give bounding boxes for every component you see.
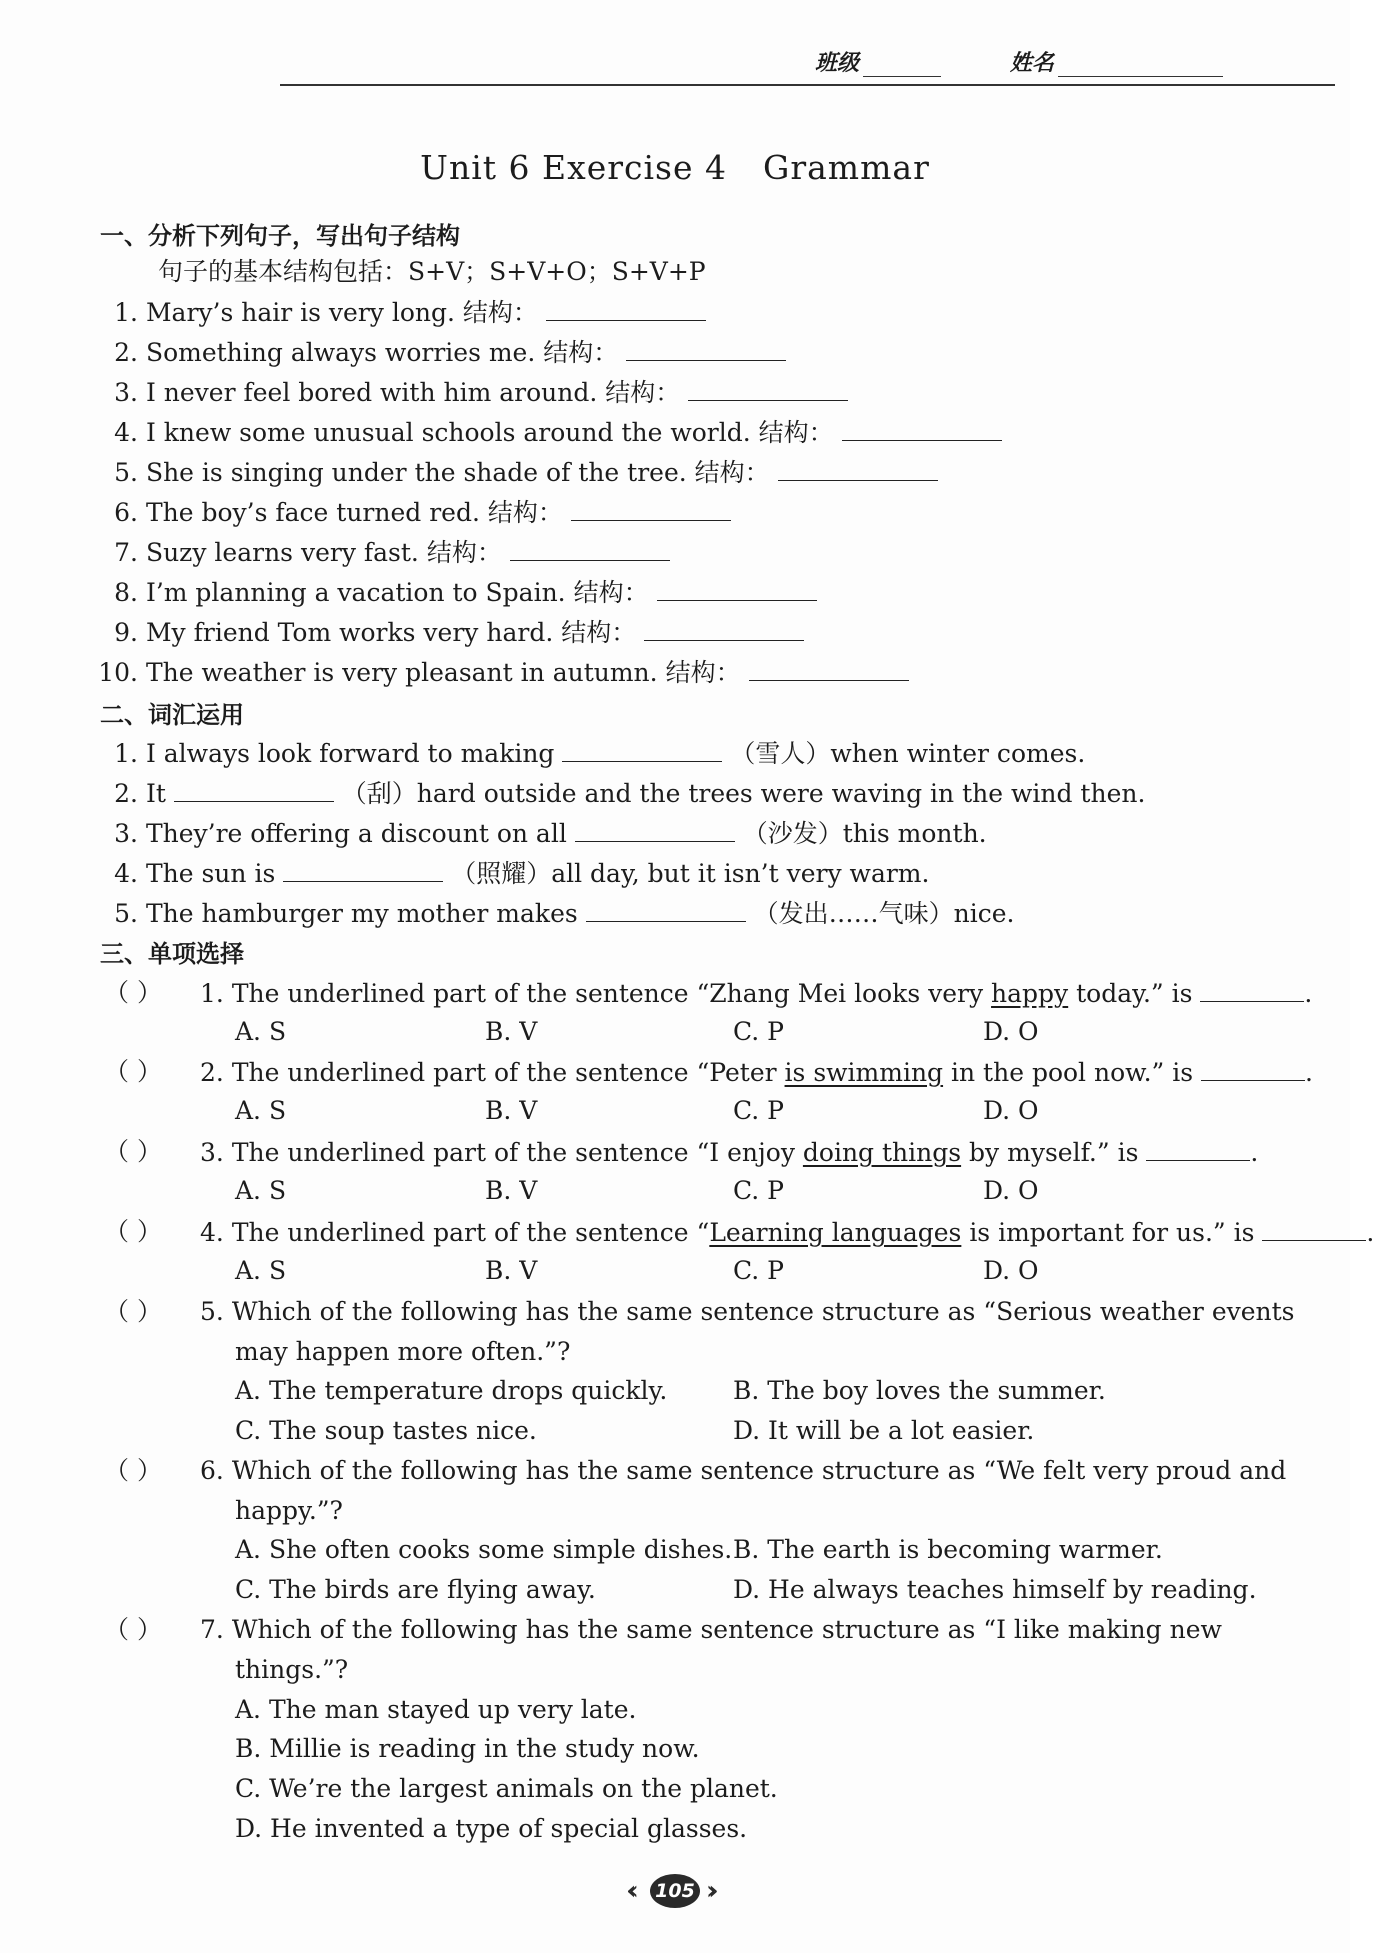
q5-stem-cont: may happen more often.”?	[235, 1337, 571, 1366]
q3-option-a[interactable]: A. S	[235, 1176, 287, 1205]
q1-option-b[interactable]: B. V	[485, 1017, 538, 1046]
s1-item-4: 4. I knew some unusual schools around the world. 结构：	[110, 416, 1002, 449]
double-chevron-left-icon: ‹‹	[626, 1876, 631, 1906]
s1-item-1: 1. Mary’s hair is very long. 结构：	[110, 296, 706, 329]
q4-option-c[interactable]: C. P	[733, 1256, 784, 1285]
q5-option-b[interactable]: B. The boy loves the summer.	[733, 1376, 1106, 1405]
section3-heading: 三、单项选择	[100, 940, 244, 968]
q7-stem-cont: things.”?	[235, 1655, 349, 1684]
page-number-badge	[620, 1870, 730, 1914]
q5-option-d[interactable]: D. It will be a lot easier.	[733, 1416, 1035, 1445]
q5-stem: 5. Which of the following has the same sentence structure as “Serious weather events	[200, 1297, 1295, 1326]
title-unit: Unit 6 Exercise 4	[420, 148, 727, 187]
q3-answer-paren[interactable]: （ ）	[104, 1137, 162, 1166]
q7-option-b[interactable]: B. Millie is reading in the study now.	[235, 1734, 700, 1763]
q5-option-c[interactable]: C. The soup tastes nice.	[235, 1416, 537, 1445]
class-field	[815, 46, 941, 77]
q4-option-a[interactable]: A. S	[235, 1256, 287, 1285]
s2-answer-1[interactable]	[562, 737, 722, 762]
q1-option-a[interactable]: A. S	[235, 1017, 287, 1046]
s1-answer-10[interactable]	[749, 656, 909, 681]
s1-item-2: 2. Something always worries me. 结构：	[110, 336, 786, 369]
q3-underlined: doing things	[802, 1138, 962, 1167]
q7-stem: 7. Which of the following has the same sentence structure as “I like making new	[200, 1615, 1222, 1644]
header-rule	[280, 84, 1335, 86]
q2-answer-paren[interactable]: （ ）	[104, 1057, 162, 1086]
page-number: 105	[655, 1880, 695, 1902]
s1-item-8: 8. I’m planning a vacation to Spain. 结构：	[110, 576, 817, 609]
section1-heading: 一、分析下列句子，写出句子结构	[100, 222, 460, 250]
q2-option-d[interactable]: D. O	[983, 1096, 1039, 1125]
q1-answer-paren[interactable]: （ ）	[104, 978, 162, 1007]
s2-answer-4[interactable]	[283, 857, 443, 882]
q6-answer-paren[interactable]: （ ）	[104, 1456, 162, 1485]
s2-answer-5[interactable]	[586, 897, 746, 922]
q4-underlined: Learning languages	[709, 1218, 962, 1247]
s2-item-3: 3. They’re offering a discount on all （沙发）this month.	[114, 819, 987, 848]
q1-stem: 1. The underlined part of the sentence “Zhang Mei looks very happy today.” is .	[200, 979, 1313, 1008]
s1-answer-6[interactable]	[571, 496, 731, 521]
q6-option-a[interactable]: A. She often cooks some simple dishes.	[235, 1535, 733, 1564]
s1-answer-5[interactable]	[778, 456, 938, 481]
q4-stem: 4. The underlined part of the sentence “Learning languages is important for us.” is .	[200, 1218, 1374, 1247]
q1-option-d[interactable]: D. O	[983, 1017, 1039, 1046]
q7-option-d[interactable]: D. He invented a type of special glasses.	[235, 1814, 748, 1843]
q3-option-c[interactable]: C. P	[733, 1176, 784, 1205]
q5-option-a[interactable]: A. The temperature drops quickly.	[235, 1376, 668, 1405]
s1-answer-9[interactable]	[644, 616, 804, 641]
q3-option-d[interactable]: D. O	[983, 1176, 1039, 1205]
q6-option-c[interactable]: C. The birds are flying away.	[235, 1575, 596, 1604]
q6-option-d[interactable]: D. He always teaches himself by reading.	[733, 1575, 1257, 1604]
s1-answer-3[interactable]	[688, 376, 848, 401]
s1-item-6: 6. The boy’s face turned red. 结构：	[110, 496, 731, 529]
s2-item-1: 1. I always look forward to making （雪人）when winter comes.	[114, 739, 1086, 768]
section2-heading: 二、词汇运用	[100, 701, 244, 729]
q6-stem-cont: happy.”?	[235, 1496, 343, 1525]
q4-answer-paren[interactable]: （ ）	[104, 1217, 162, 1246]
q3-option-b[interactable]: B. V	[485, 1176, 538, 1205]
q6-option-b[interactable]: B. The earth is becoming warmer.	[733, 1535, 1163, 1564]
s2-item-5: 5. The hamburger my mother makes （发出……气味）nice.	[114, 899, 1015, 928]
page-header	[280, 40, 1335, 92]
title-topic: Grammar	[763, 148, 930, 187]
q2-stem: 2. The underlined part of the sentence “Peter is swimming in the pool now.” is .	[200, 1058, 1313, 1087]
q2-underlined: is swimming	[784, 1058, 944, 1087]
s1-item-5: 5. She is singing under the shade of the tree. 结构：	[110, 456, 938, 489]
name-field	[1010, 46, 1223, 77]
s1-item-10: 10. The weather is very pleasant in autumn. 结构：	[96, 656, 909, 689]
s1-answer-7[interactable]	[510, 536, 670, 561]
class-blank[interactable]	[863, 50, 941, 77]
page-title	[0, 148, 1350, 187]
q1-option-c[interactable]: C. P	[733, 1017, 784, 1046]
s1-item-3: 3. I never feel bored with him around. 结构：	[110, 376, 848, 409]
s2-answer-3[interactable]	[575, 817, 735, 842]
q7-option-a[interactable]: A. The man stayed up very late.	[235, 1695, 637, 1724]
q7-answer-paren[interactable]: （ ）	[104, 1615, 162, 1644]
q6-stem: 6. Which of the following has the same sentence structure as “We felt very proud and	[200, 1456, 1287, 1485]
q3-stem: 3. The underlined part of the sentence “I enjoy doing things by myself.” is .	[200, 1138, 1259, 1167]
q2-option-b[interactable]: B. V	[485, 1096, 538, 1125]
s1-answer-2[interactable]	[626, 336, 786, 361]
q4-option-b[interactable]: B. V	[485, 1256, 538, 1285]
s2-item-4: 4. The sun is （照耀）all day, but it isn’t very warm.	[114, 859, 930, 888]
s2-item-2: 2. It （刮）hard outside and the trees were waving in the wind then.	[114, 779, 1146, 808]
s1-answer-4[interactable]	[842, 416, 1002, 441]
class-label: 班级	[815, 51, 860, 76]
s1-item-7: 7. Suzy learns very fast. 结构：	[110, 536, 670, 569]
s2-answer-2[interactable]	[174, 777, 334, 802]
s1-item-9: 9. My friend Tom works very hard. 结构：	[110, 616, 804, 649]
q2-option-a[interactable]: A. S	[235, 1096, 287, 1125]
q5-answer-paren[interactable]: （ ）	[104, 1297, 162, 1326]
q7-option-c[interactable]: C. We’re the largest animals on the planet.	[235, 1774, 778, 1803]
name-blank[interactable]	[1058, 50, 1223, 77]
s1-answer-1[interactable]	[546, 296, 706, 321]
q4-option-d[interactable]: D. O	[983, 1256, 1039, 1285]
q1-underlined: happy	[991, 979, 1069, 1008]
double-chevron-right-icon: ››	[706, 1876, 711, 1906]
s1-answer-8[interactable]	[657, 576, 817, 601]
section1-intro: 句子的基本结构包括：S+V；S+V+O；S+V+P	[158, 257, 706, 286]
q2-option-c[interactable]: C. P	[733, 1096, 784, 1125]
name-label: 姓名	[1010, 51, 1055, 76]
